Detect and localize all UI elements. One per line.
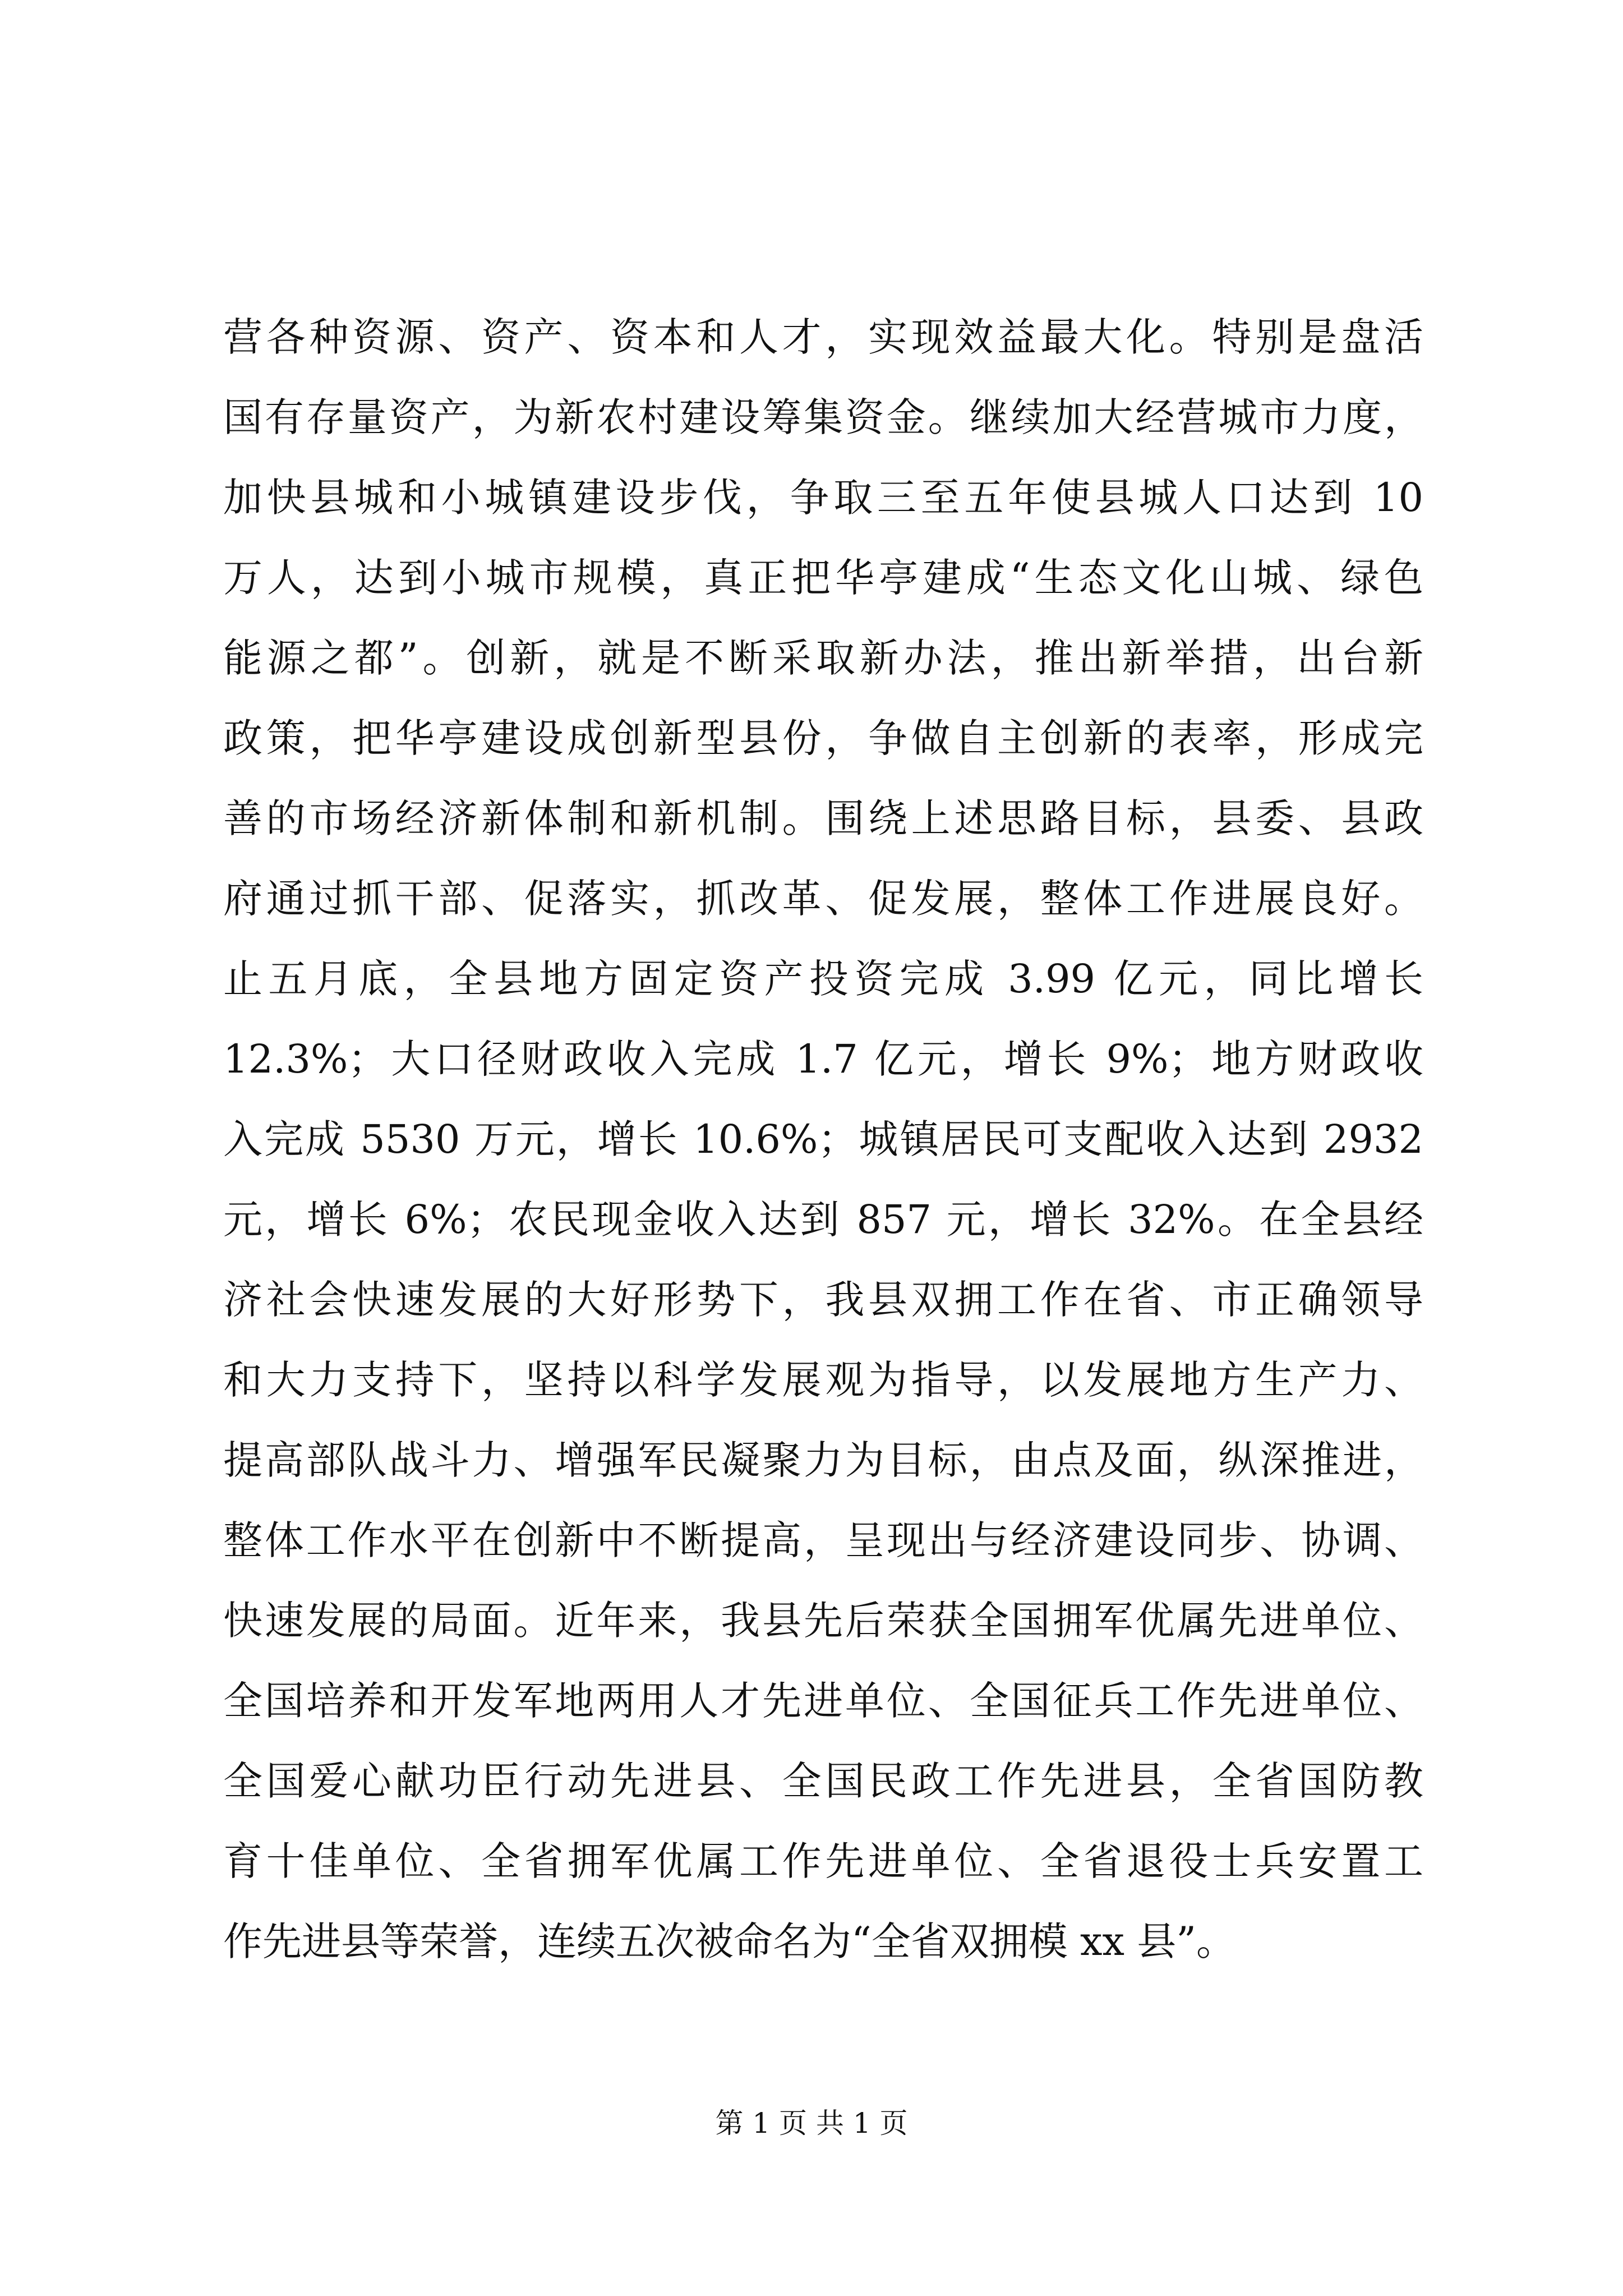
text-line-21: 作先进县等荣誉，连续五次被命名为“全省双拥模 xx 县”。: [223, 1918, 1236, 1964]
text-line-15: 提高部队战斗力、增强军民凝聚力为目标，由点及面，纵深推进，: [223, 1437, 1423, 1483]
text-line-18: 全国培养和开发军地两用人才先进单位、全国征兵工作先进单位、: [223, 1678, 1423, 1724]
body-paragraph: [223, 297, 1423, 1982]
text-line-6: 政策，把华亭建设成创新型县份，争做自主创新的表率，形成完: [223, 715, 1423, 761]
text-line-12: 元，增长 6%；农民现金收入达到 857 元，增长 32%。在全县经: [223, 1197, 1423, 1243]
text-line-19: 全国爱心献功臣行动先进县、全国民政工作先进县，全省国防教: [223, 1758, 1423, 1804]
text-line-13: 济社会快速发展的大好形势下，我县双拥工作在省、市正确领导: [223, 1277, 1423, 1323]
text-line-8: 府通过抓干部、促落实，抓改革、促发展，整体工作进展良好。: [223, 876, 1423, 922]
text-line-11: 入完成 5530 万元，增长 10.6%；城镇居民可支配收入达到 2932: [223, 1116, 1423, 1162]
page-footer: 第 1 页 共 1 页: [715, 2107, 908, 2139]
text-line-20: 育十佳单位、全省拥军优属工作先进单位、全省退役士兵安置工: [223, 1838, 1423, 1884]
text-line-9: 止五月底，全县地方固定资产投资完成 3.99 亿元，同比增长: [223, 956, 1423, 1002]
text-line-10: 12.3%；大口径财政收入完成 1.7 亿元，增长 9%；地方财政收: [223, 1036, 1423, 1082]
text-line-7: 善的市场经济新体制和新机制。围绕上述思路目标，县委、县政: [223, 795, 1423, 841]
text-line-3: 加快县城和小城镇建设步伐，争取三至五年使县城人口达到 10: [223, 475, 1423, 521]
text-line-5: 能源之都”。创新，就是不断采取新办法，推出新举措，出台新: [223, 635, 1423, 681]
text-line-1: 营各种资源、资产、资本和人才，实现效益最大化。特别是盘活: [223, 314, 1423, 360]
text-line-14: 和大力支持下，坚持以科学发展观为指导，以发展地方生产力、: [223, 1357, 1423, 1403]
text-line-17: 快速发展的局面。近年来，我县先后荣获全国拥军优属先进单位、: [223, 1598, 1423, 1644]
text-line-4: 万人，达到小城市规模，真正把华亭建成“生态文化山城、绿色: [223, 555, 1423, 601]
text-line-16: 整体工作水平在创新中不断提高，呈现出与经济建设同步、协调、: [223, 1517, 1423, 1563]
text-line-2: 国有存量资产，为新农村建设筹集资金。继续加大经营城市力度，: [223, 394, 1423, 440]
